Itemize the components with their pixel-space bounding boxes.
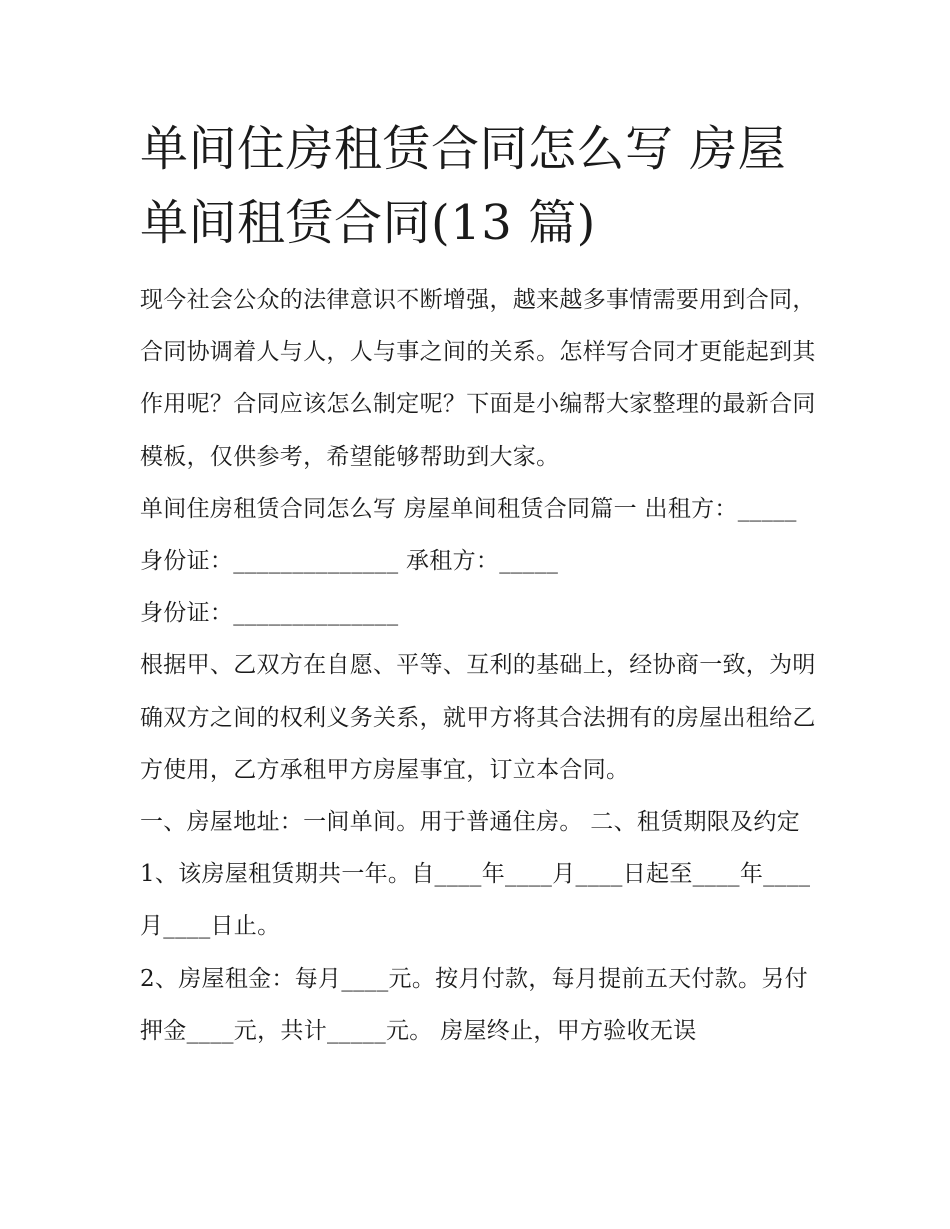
clause-term-paragraph: 1、该房屋租赁期共一年。自____年____月____日起至____年____月____日止。 — [140, 861, 811, 940]
intro-paragraph: 现今社会公众的法律意识不断增强，越来越多事情需要用到合同，合同协调着人与人，人与事之间的关系。怎样写合同才更能起到其作用呢？合同应该怎么制定呢？下面是小编帮大家整理的最新合同模板，仅供参考，希望能够帮助到大家。 — [140, 287, 816, 470]
document-page — [140, 112, 820, 1057]
document-title: 单间住房租赁合同怎么写 房屋单间租赁合同(13 篇) — [140, 121, 787, 251]
clause-rent-paragraph: 2、房屋租金：每月____元。按月付款，每月提前五天付款。另付押金____元，共计_____元。 房屋终止，甲方验收无误 — [140, 965, 808, 1044]
tenant-id-paragraph: 身份证：______________ — [140, 600, 399, 627]
clause-address-paragraph: 一、房屋地址：一间单间。用于普通住房。 二、租赁期限及约定 — [140, 809, 801, 836]
parties-paragraph: 单间住房租赁合同怎么写 房屋单间租赁合同篇一 出租方：_____ 身份证：______________ 承租方：_____ — [140, 495, 797, 575]
agreement-paragraph: 根据甲、乙双方在自愿、平等、互利的基础上，经协商一致，为明确双方之间的权利义务关系，就甲方将其合法拥有的房屋出租给乙方使用，乙方承租甲方房屋事宜，订立本合同。 — [140, 652, 816, 783]
